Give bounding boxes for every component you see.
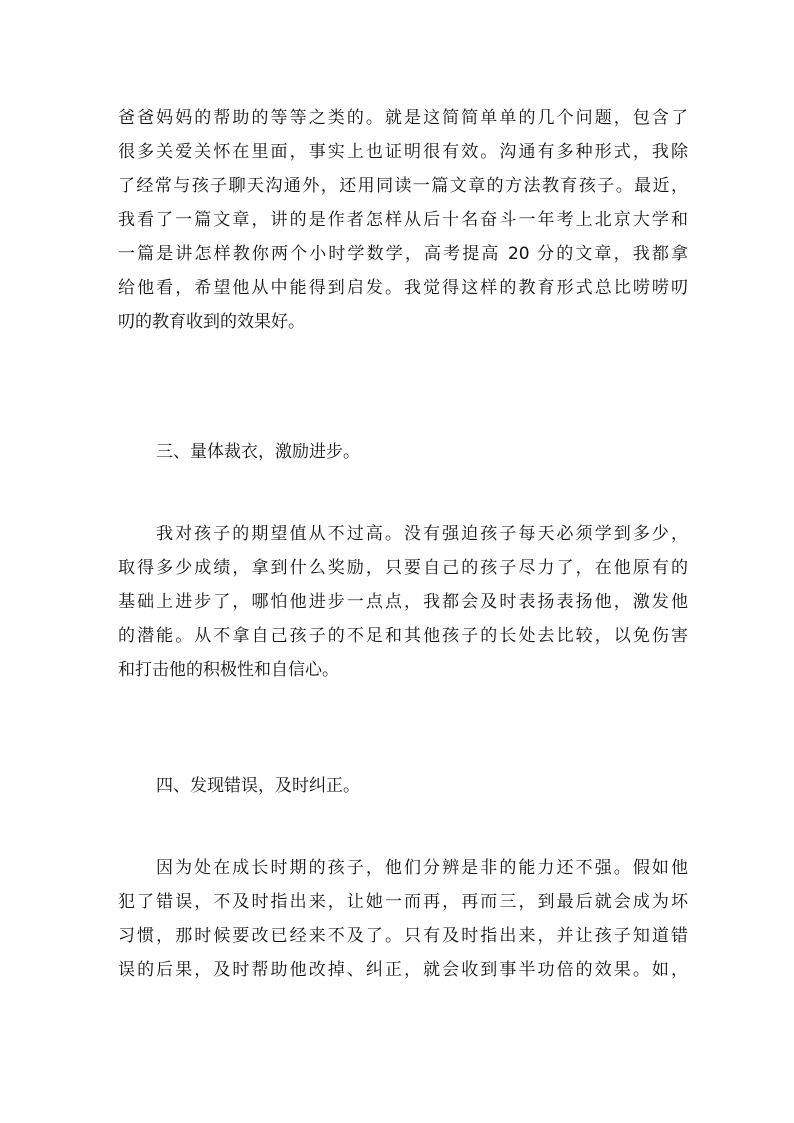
text-line: 一篇是讲怎样教你两个小时学数学，高考提高 20 分的文章，我都拿: [118, 244, 688, 264]
text-line: 基础上进步了，哪怕他进步一点点，我都会及时表扬表扬他，激发他: [118, 592, 688, 612]
text-line: 的潜能。从不拿自己孩子的不足和其他孩子的长处去比较，以免伤害: [118, 626, 688, 646]
text-line: 叨的教育收到的效果好。: [118, 312, 305, 332]
text-line: 和打击他的积极性和自信心。: [118, 660, 339, 680]
text-line: 我对孩子的期望值从不过高。没有强迫孩子每天必须学到多少，: [156, 524, 688, 544]
text-line: 取得多少成绩，拿到什么奖励，只要自己的孩子尽力了，在他原有的: [118, 558, 688, 578]
text-line: 爸爸妈妈的帮助的等等之类的。就是这简简单单的几个问题，包含了: [118, 108, 688, 128]
text-line: 了经常与孩子聊天沟通外，还用同读一篇文章的方法教育孩子。最近，: [118, 176, 688, 196]
text-line: 很多关爱关怀在里面，事实上也证明很有效。沟通有多种形式，我除: [118, 142, 688, 162]
section-heading-3: 三、量体裁衣，激励进步。: [156, 442, 360, 462]
text-line: 给他看，希望他从中能得到启发。我觉得这样的教育形式总比唠唠叨: [118, 278, 688, 298]
text-line: 习惯，那时候要改已经来不及了。只有及时指出来，并让孩子知道错: [118, 926, 688, 946]
text-line: 因为处在成长时期的孩子，他们分辨是非的能力还不强。假如他: [156, 858, 688, 878]
text-line: 误的后果，及时帮助他改掉、纠正，就会收到事半功倍的效果。如，: [118, 960, 688, 980]
section-heading-4: 四、发现错误，及时纠正。: [156, 776, 360, 796]
text-line: 我看了一篇文章，讲的是作者怎样从后十名奋斗一年考上北京大学和: [118, 210, 688, 230]
paragraph-correct-mistakes: [118, 851, 688, 987]
paragraph-parent-communication: [118, 101, 688, 339]
paragraph-expectations: [118, 517, 688, 687]
text-line: 犯了错误，不及时指出来，让她一而再，再而三，到最后就会成为坏: [118, 892, 688, 912]
